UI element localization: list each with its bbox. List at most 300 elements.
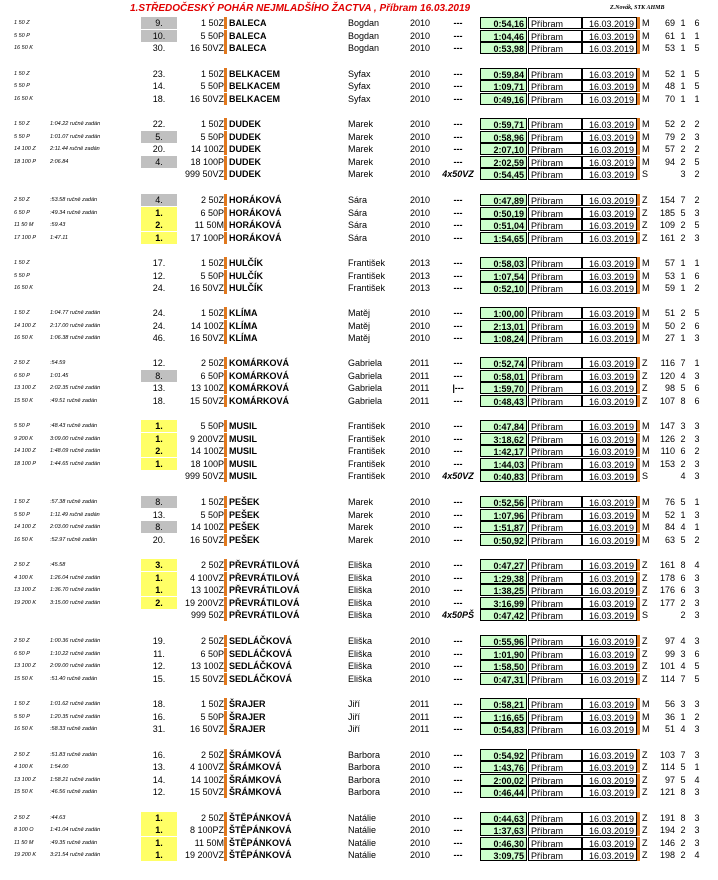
event-ref: 5 50 P xyxy=(14,714,30,720)
surname: BALECA xyxy=(229,43,267,53)
result-time: 0:44,63 xyxy=(480,812,527,824)
seed-time: 1:41.04 ručně zadán xyxy=(50,827,101,833)
surname: PŘEVRÁTILOVÁ xyxy=(229,598,300,608)
heat: 1 xyxy=(680,18,686,28)
heat: 3 xyxy=(680,699,686,709)
place: 1. xyxy=(141,572,177,584)
venue: Příbram xyxy=(528,635,582,647)
first-name: Sára xyxy=(348,220,368,230)
points: 57 xyxy=(664,144,675,154)
result-time: 2:02,59 xyxy=(480,156,527,168)
heat: 5 xyxy=(680,775,686,785)
sex: Z xyxy=(642,233,648,243)
relay: --- xyxy=(453,724,463,734)
surname: BELKACEM xyxy=(229,94,280,104)
row-divider-right xyxy=(637,93,640,105)
lane: 5 xyxy=(694,81,700,91)
venue: Příbram xyxy=(528,156,582,168)
table-row xyxy=(0,420,718,432)
seed-time: :44.63 xyxy=(50,815,66,821)
heat: 4 xyxy=(680,724,686,734)
event-code: 1 50Z xyxy=(200,69,224,79)
result-time: 1:29,38 xyxy=(480,572,527,584)
sex: Z xyxy=(642,838,648,848)
first-name: Marek xyxy=(348,510,374,520)
heat: 4 xyxy=(680,471,686,481)
birth-year: 2010 xyxy=(410,598,431,608)
event-code: 999 50VZ xyxy=(184,471,224,481)
points: 153 xyxy=(659,459,675,469)
surname: BELKACEM xyxy=(229,69,280,79)
sex: M xyxy=(642,308,650,318)
points: 161 xyxy=(659,560,675,570)
event-date: 16.03.2019 xyxy=(582,143,637,155)
event-code: 11 50M xyxy=(194,220,224,230)
event-ref: 13 100 Z xyxy=(14,777,36,783)
event-ref: 2 50 Z xyxy=(14,562,30,568)
row-divider-right xyxy=(637,433,640,445)
sex: Z xyxy=(642,396,648,406)
surname: DUDEK xyxy=(229,132,262,142)
lane: 3 xyxy=(694,233,700,243)
event-ref: 11 50 M xyxy=(14,840,34,846)
table-row xyxy=(0,433,718,445)
first-name: Eliška xyxy=(348,661,373,671)
seed-time: 2:17.00 ručně zadán xyxy=(50,323,101,329)
points: 191 xyxy=(659,813,675,823)
row-divider-right xyxy=(637,282,640,294)
row-divider-right xyxy=(637,824,640,836)
row-divider-right xyxy=(637,17,640,29)
row-divider xyxy=(224,812,227,824)
place: 24. xyxy=(152,308,166,318)
event-ref: 5 50 P xyxy=(14,512,30,518)
sex: Z xyxy=(642,220,648,230)
points: 198 xyxy=(659,850,675,860)
seed-time: 1:20.35 ručně zadán xyxy=(50,714,101,720)
lane: 3 xyxy=(694,573,700,583)
birth-year: 2010 xyxy=(410,195,431,205)
row-divider xyxy=(224,698,227,710)
event-date: 16.03.2019 xyxy=(582,232,637,244)
row-divider xyxy=(224,219,227,231)
row-divider xyxy=(224,648,227,660)
place: 8. xyxy=(141,496,177,508)
sex: M xyxy=(642,321,650,331)
venue: Příbram xyxy=(528,521,582,533)
lane: 5 xyxy=(694,661,700,671)
table-row xyxy=(0,761,718,773)
event-ref: 19 200 K xyxy=(14,600,37,606)
row-divider xyxy=(224,194,227,206)
event-code: 15 50VZ xyxy=(189,787,224,797)
event-date: 16.03.2019 xyxy=(582,673,637,685)
lane: 3 xyxy=(694,838,700,848)
venue: Příbram xyxy=(528,774,582,786)
points: 27 xyxy=(664,333,675,343)
event-ref: 16 50 K xyxy=(14,96,33,102)
relay: --- xyxy=(453,825,463,835)
row-divider xyxy=(224,445,227,457)
event-code: 13 100Z xyxy=(190,661,224,671)
relay: --- xyxy=(453,636,463,646)
row-divider xyxy=(224,80,227,92)
event-date: 16.03.2019 xyxy=(582,761,637,773)
relay: --- xyxy=(453,157,463,167)
lane: 6 xyxy=(694,271,700,281)
surname: KOMÁRKOVÁ xyxy=(229,371,289,381)
first-name: Natálie xyxy=(348,838,377,848)
seed-time: :51.83 ručně zadán xyxy=(50,752,98,758)
sex: M xyxy=(642,535,650,545)
relay: --- xyxy=(453,838,463,848)
row-divider-right xyxy=(637,723,640,735)
seed-time: 1:01.62 ručně zadán xyxy=(50,701,101,707)
seed-time: 2:02.35 ručně zadán xyxy=(50,385,101,391)
seed-time: 1:00.36 ručně zadán xyxy=(50,638,101,644)
points: 103 xyxy=(659,750,675,760)
relay: --- xyxy=(453,18,463,28)
surname: ŠTĚPÁNKOVÁ xyxy=(229,838,292,848)
relay: --- xyxy=(453,69,463,79)
event-code: 15 50VZ xyxy=(189,674,224,684)
event-ref: 14 100 Z xyxy=(14,323,36,329)
place: 12. xyxy=(152,271,166,281)
table-row xyxy=(0,837,718,849)
surname: DUDEK xyxy=(229,119,262,129)
heat: 5 xyxy=(680,535,686,545)
place: 18. xyxy=(152,94,166,104)
first-name: Barbora xyxy=(348,775,381,785)
surname: PEŠEK xyxy=(229,497,260,507)
birth-year: 2011 xyxy=(410,699,430,709)
row-divider xyxy=(224,118,227,130)
first-name: František xyxy=(348,459,386,469)
lane: 1 xyxy=(694,31,700,41)
birth-year: 2010 xyxy=(410,18,431,28)
birth-year: 2010 xyxy=(410,421,431,431)
event-code: 16 50VZ xyxy=(189,724,224,734)
event-ref: 1 50 Z xyxy=(14,121,30,127)
row-divider xyxy=(224,723,227,735)
lane: 2 xyxy=(694,119,700,129)
relay: --- xyxy=(453,144,463,154)
lane: 3 xyxy=(694,724,700,734)
result-time: 0:54,16 xyxy=(480,17,527,29)
row-divider xyxy=(224,30,227,42)
lane: 2 xyxy=(694,195,700,205)
result-time: 0:40,83 xyxy=(480,470,527,482)
event-code: 5 50P xyxy=(200,712,224,722)
event-date: 16.03.2019 xyxy=(582,168,637,180)
event-date: 16.03.2019 xyxy=(582,470,637,482)
birth-year: 2010 xyxy=(410,144,431,154)
heat: 2 xyxy=(680,144,686,154)
row-divider xyxy=(224,673,227,685)
result-time: 1:08,24 xyxy=(480,332,527,344)
event-date: 16.03.2019 xyxy=(582,534,637,546)
heat: 2 xyxy=(680,825,686,835)
points: 52 xyxy=(664,69,675,79)
row-divider-right xyxy=(637,270,640,282)
sex: M xyxy=(642,333,650,343)
place: 14. xyxy=(152,775,166,785)
sex: Z xyxy=(642,787,648,797)
event-code: 5 50P xyxy=(200,510,224,520)
first-name: Marek xyxy=(348,497,374,507)
relay: --- xyxy=(453,661,463,671)
points: 98 xyxy=(664,383,675,393)
relay: --- xyxy=(453,762,463,772)
venue: Příbram xyxy=(528,93,582,105)
surname: SEDLÁČKOVÁ xyxy=(229,649,293,659)
seed-time: 2:11.44 ručně zadán xyxy=(50,146,100,152)
birth-year: 2010 xyxy=(410,459,431,469)
event-code: 1 50Z xyxy=(200,18,224,28)
event-code: 13 100Z xyxy=(190,383,224,393)
birth-year: 2010 xyxy=(410,81,431,91)
birth-year: 2010 xyxy=(410,434,431,444)
sex: M xyxy=(642,31,650,41)
sex: M xyxy=(642,699,650,709)
place xyxy=(141,470,177,482)
points: 52 xyxy=(664,510,675,520)
row-divider-right xyxy=(637,143,640,155)
birth-year: 2010 xyxy=(410,333,431,343)
lane: 3 xyxy=(694,699,700,709)
relay: --- xyxy=(453,699,463,709)
first-name: Syfax xyxy=(348,81,371,91)
relay: --- xyxy=(453,434,463,444)
lane: 3 xyxy=(694,825,700,835)
event-code: 14 100Z xyxy=(190,446,224,456)
row-divider xyxy=(224,42,227,54)
seed-time: 1:01.07 ručně zadán xyxy=(50,134,101,140)
relay: --- xyxy=(453,585,463,595)
event-date: 16.03.2019 xyxy=(582,597,637,609)
venue: Příbram xyxy=(528,572,582,584)
birth-year: 2010 xyxy=(410,169,431,179)
table-row xyxy=(0,597,718,609)
row-divider xyxy=(224,774,227,786)
result-time: 1:43,76 xyxy=(480,761,527,773)
venue: Příbram xyxy=(528,357,582,369)
seed-time: :46.56 ručně zadán xyxy=(50,789,98,795)
seed-time: :58.33 ručně zadán xyxy=(50,726,98,732)
event-ref: 6 50 P xyxy=(14,373,30,379)
row-divider-right xyxy=(637,812,640,824)
result-time: 0:50,19 xyxy=(480,207,527,219)
heat: 6 xyxy=(680,446,686,456)
event-ref: 9 200 K xyxy=(14,436,33,442)
row-divider xyxy=(224,257,227,269)
first-name: Sára xyxy=(348,233,368,243)
birth-year: 2011 xyxy=(410,724,430,734)
row-divider-right xyxy=(637,68,640,80)
result-time: 0:59,84 xyxy=(480,68,527,80)
author-note: Z.Novák, STK AHMB xyxy=(610,5,665,11)
first-name: Gabriela xyxy=(348,383,383,393)
event-code: 11 50M xyxy=(194,838,224,848)
heat: 1 xyxy=(680,81,686,91)
first-name: Eliška xyxy=(348,560,373,570)
points: 194 xyxy=(659,825,675,835)
row-divider-right xyxy=(637,584,640,596)
heat: 8 xyxy=(680,396,686,406)
surname: ŠRAJER xyxy=(229,724,266,734)
event-code: 5 50P xyxy=(200,81,224,91)
place: 12. xyxy=(152,358,166,368)
row-divider-right xyxy=(637,395,640,407)
relay: --- xyxy=(453,750,463,760)
table-row xyxy=(0,131,718,143)
relay: --- xyxy=(453,132,463,142)
heat: 2 xyxy=(680,157,686,167)
venue: Příbram xyxy=(528,232,582,244)
relay: --- xyxy=(453,208,463,218)
points: 97 xyxy=(664,775,675,785)
points: 36 xyxy=(664,712,675,722)
row-divider-right xyxy=(637,534,640,546)
sex: M xyxy=(642,434,650,444)
result-time: 0:49,16 xyxy=(480,93,527,105)
surname: ŠRÁMKOVÁ xyxy=(229,775,282,785)
row-divider xyxy=(224,131,227,143)
event-code: 1 50Z xyxy=(200,699,224,709)
event-date: 16.03.2019 xyxy=(582,711,637,723)
birth-year: 2010 xyxy=(410,132,431,142)
venue: Příbram xyxy=(528,131,582,143)
event-ref: 6 50 P xyxy=(14,210,30,216)
surname: PŘEVRÁTILOVÁ xyxy=(229,610,300,620)
surname: SEDLÁČKOVÁ xyxy=(229,661,293,671)
row-divider xyxy=(224,584,227,596)
row-divider-right xyxy=(637,458,640,470)
row-divider xyxy=(224,534,227,546)
place: 15. xyxy=(152,674,166,684)
row-divider-right xyxy=(637,370,640,382)
place xyxy=(141,168,177,180)
relay: --- xyxy=(453,396,463,406)
row-divider-right xyxy=(637,257,640,269)
table-row xyxy=(0,257,718,269)
event-code: 6 50P xyxy=(200,649,224,659)
event-date: 16.03.2019 xyxy=(582,458,637,470)
place: 16. xyxy=(152,712,166,722)
place: 8. xyxy=(141,521,177,533)
place: 22. xyxy=(152,119,166,129)
points: 177 xyxy=(659,598,675,608)
heat: 1 xyxy=(680,69,686,79)
sex: M xyxy=(642,724,650,734)
seed-time: 1:48.09 ručně zadán xyxy=(50,448,101,454)
surname: BELKACEM xyxy=(229,81,280,91)
sex: Z xyxy=(642,371,648,381)
event-ref: 14 100 Z xyxy=(14,146,36,152)
event-date: 16.03.2019 xyxy=(582,496,637,508)
event-code: 19 200VZ xyxy=(184,850,224,860)
heat: 8 xyxy=(680,560,686,570)
result-time: 1:16,65 xyxy=(480,711,527,723)
venue: Příbram xyxy=(528,68,582,80)
place: 9. xyxy=(141,17,177,29)
place: 11. xyxy=(153,649,165,659)
place: 1. xyxy=(141,420,177,432)
sex: S xyxy=(642,471,649,481)
event-code: 2 50Z xyxy=(200,813,224,823)
venue: Příbram xyxy=(528,673,582,685)
surname: DUDEK xyxy=(229,157,262,167)
row-divider xyxy=(224,749,227,761)
row-divider-right xyxy=(637,774,640,786)
table-row xyxy=(0,812,718,824)
venue: Příbram xyxy=(528,837,582,849)
first-name: Natálie xyxy=(348,825,377,835)
sex: M xyxy=(642,119,650,129)
result-time: 0:46,30 xyxy=(480,837,527,849)
points: 176 xyxy=(659,585,675,595)
seed-time: 1:47.11 xyxy=(50,235,68,241)
lane: 1 xyxy=(694,258,700,268)
birth-year: 2010 xyxy=(410,308,431,318)
venue: Příbram xyxy=(528,723,582,735)
surname: ŠRÁMKOVÁ xyxy=(229,787,282,797)
row-divider-right xyxy=(637,509,640,521)
sex: Z xyxy=(642,383,648,393)
event-date: 16.03.2019 xyxy=(582,282,637,294)
lane: 2 xyxy=(694,283,700,293)
event-code: 19 200VZ xyxy=(184,598,224,608)
row-divider xyxy=(224,609,227,621)
relay: --- xyxy=(453,813,463,823)
birth-year: 2010 xyxy=(410,838,431,848)
lane: 6 xyxy=(694,321,700,331)
event-ref: 13 100 Z xyxy=(14,587,36,593)
event-date: 16.03.2019 xyxy=(582,837,637,849)
lane: 1 xyxy=(694,358,700,368)
table-row xyxy=(0,320,718,332)
row-divider-right xyxy=(637,749,640,761)
first-name: Gabriela xyxy=(348,396,383,406)
points: 146 xyxy=(659,838,675,848)
result-time: 0:50,92 xyxy=(480,534,527,546)
points: 76 xyxy=(664,497,675,507)
event-ref: 14 100 Z xyxy=(14,448,36,454)
points: 52 xyxy=(664,119,675,129)
birth-year: 2011 xyxy=(410,358,430,368)
relay: --- xyxy=(453,283,463,293)
relay: 4x50PŠ xyxy=(441,610,475,620)
table-row xyxy=(0,584,718,596)
table-row xyxy=(0,559,718,571)
venue: Příbram xyxy=(528,660,582,672)
birth-year: 2010 xyxy=(410,535,431,545)
points: 121 xyxy=(659,787,675,797)
surname: HULČÍK xyxy=(229,258,263,268)
table-row xyxy=(0,458,718,470)
relay: --- xyxy=(453,535,463,545)
sex: Z xyxy=(642,762,648,772)
sex: M xyxy=(642,69,650,79)
event-date: 16.03.2019 xyxy=(582,257,637,269)
surname: ŠRÁMKOVÁ xyxy=(229,762,282,772)
seed-time: 1:11.49 ručně zadán xyxy=(50,512,100,518)
event-ref: 2 50 Z xyxy=(14,752,30,758)
event-date: 16.03.2019 xyxy=(582,609,637,621)
first-name: Sára xyxy=(348,208,368,218)
sex: M xyxy=(642,283,650,293)
venue: Příbram xyxy=(528,42,582,54)
